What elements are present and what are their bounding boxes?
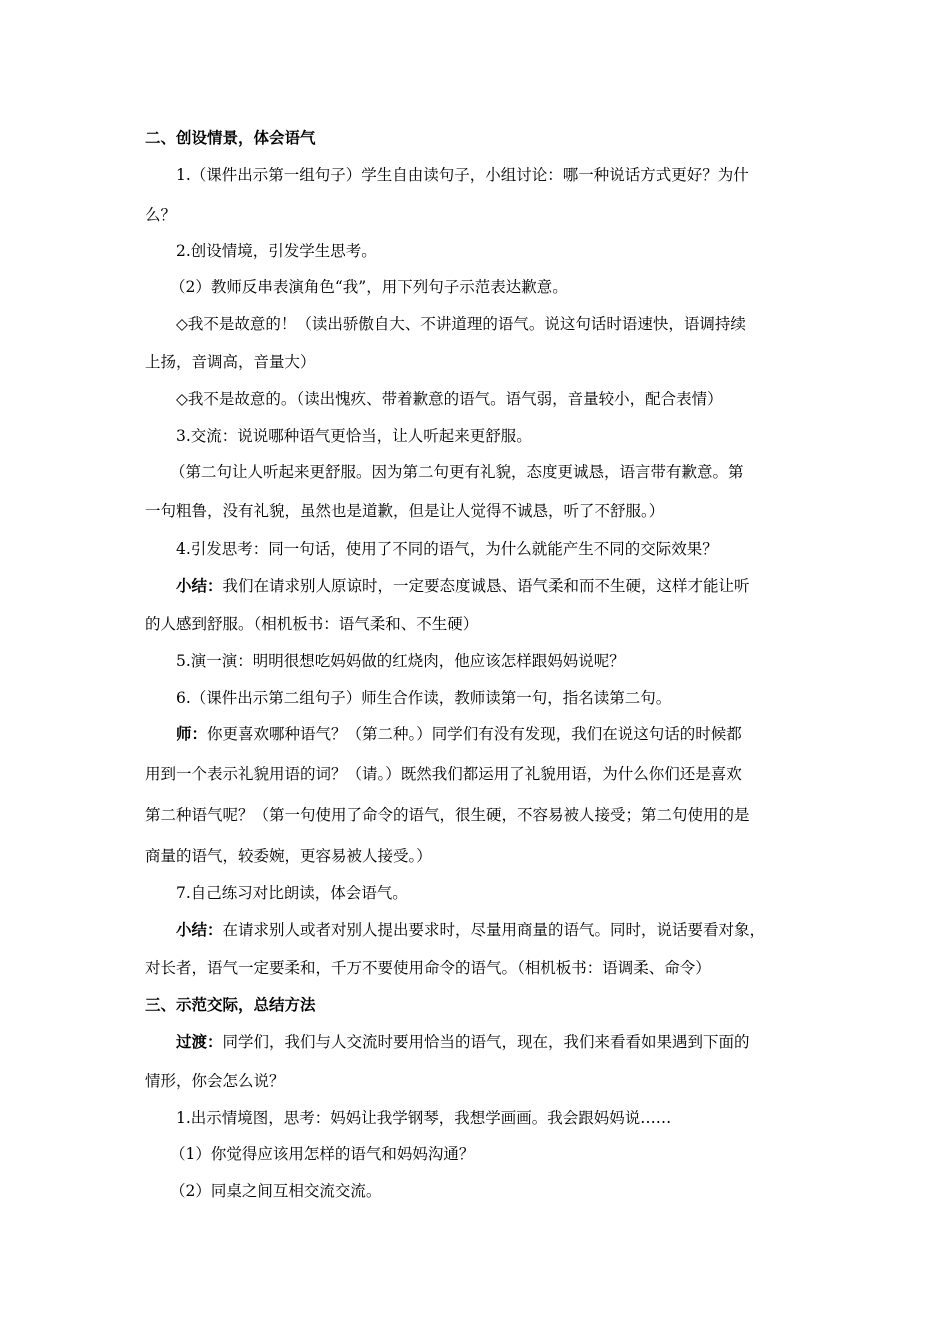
paragraph-line: 第二种语气呢？（第一句使用了命令的语气，很生硬，不容易被人接受；第二句使用的是	[145, 806, 750, 824]
paragraph-line: （2）同桌之间互相交流交流。	[170, 1182, 382, 1200]
paragraph-line: 6.（课件出示第二组句子）师生合作读，教师读第一句，指名读第二句。	[176, 689, 672, 707]
teacher-line	[176, 724, 742, 744]
paragraph-line: 5.演一演：明明很想吃妈妈做的红烧肉，他应该怎样跟妈妈说呢？	[176, 652, 625, 670]
paragraph-line: 么？	[145, 206, 177, 224]
section-heading-2: 二、创设情景，体会语气	[145, 128, 316, 147]
transition-text: 同学们，我们与人交流时要用恰当的语气，现在，我们来看看如果遇到下面的	[222, 1033, 750, 1051]
paragraph-line: 1.（课件出示第一组句子）学生自由读句子，小组讨论：哪一种说话方式更好？为什	[176, 166, 749, 184]
paragraph-line: 的人感到舒服。（相机板书：语气柔和、不生硬）	[145, 615, 479, 633]
summary-label: 小结：	[176, 920, 223, 939]
paragraph-line: 3.交流：说说哪种语气更恰当，让人听起来更舒服。	[176, 427, 532, 445]
summary-text: 我们在请求别人原谅时，一定要态度诚恳、语气柔和而不生硬，这样才能让听	[222, 577, 750, 595]
summary-line	[176, 576, 750, 596]
paragraph-line: 商量的语气，较委婉，更容易被人接受。）	[145, 847, 432, 865]
teacher-label: 师：	[176, 724, 208, 743]
paragraph-line: （第二句让人听起来更舒服。因为第二句更有礼貌，态度更诚恳，语言带有歉意。第	[170, 463, 744, 481]
paragraph-line: 2.创设情境，引发学生思考。	[176, 242, 377, 260]
paragraph-line: 一句粗鲁，没有礼貌，虽然也是道歉，但是让人觉得不诚恳，听了不舒服。）	[145, 502, 665, 520]
paragraph-line: 1.出示情境图，思考：妈妈让我学钢琴，我想学画画。我会跟妈妈说……	[176, 1109, 672, 1127]
section-heading-3: 三、示范交际，总结方法	[145, 995, 316, 1014]
paragraph-line: 对长者，语气一定要柔和，千万不要使用命令的语气。（相机板书：语调柔、命令）	[145, 959, 711, 977]
paragraph-line: 上扬，音调高，音量大）	[145, 353, 316, 371]
transition-line	[176, 1032, 750, 1052]
paragraph-line: 4.引发思考：同一句话，使用了不同的语气，为什么就能产生不同的交际效果？	[176, 540, 718, 558]
paragraph-line: （1）你觉得应该用怎样的语气和妈妈沟通？	[170, 1145, 475, 1163]
paragraph-line: （2）教师反串表演角色“我”，用下列句子示范表达歉意。	[170, 278, 568, 296]
transition-label: 过渡：	[176, 1032, 223, 1051]
paragraph-line: ◇我不是故意的！（读出骄傲自大、不讲道理的语气。说这句话时语速快，语调持续	[176, 315, 746, 333]
summary-line	[176, 920, 765, 940]
paragraph-line: 用到一个表示礼貌用语的词？（请。）既然我们都运用了礼貌用语，为什么你们还是喜欢	[145, 765, 742, 783]
teacher-text: 你更喜欢哪种语气？（第二种。）同学们有没有发现，我们在说这句话的时候都	[207, 725, 742, 743]
paragraph-line: ◇我不是故意的。（读出愧疚、带着歉意的语气。语气弱，音量较小，配合表情）	[176, 390, 723, 408]
paragraph-line: 情形，你会怎么说？	[145, 1072, 285, 1090]
summary-label: 小结：	[176, 576, 223, 595]
summary-text: 在请求别人或者对别人提出要求时，尽量用商量的语气。同时，说话要看对象，	[222, 921, 766, 939]
paragraph-line: 7.自己练习对比朗读，体会语气。	[176, 884, 408, 902]
